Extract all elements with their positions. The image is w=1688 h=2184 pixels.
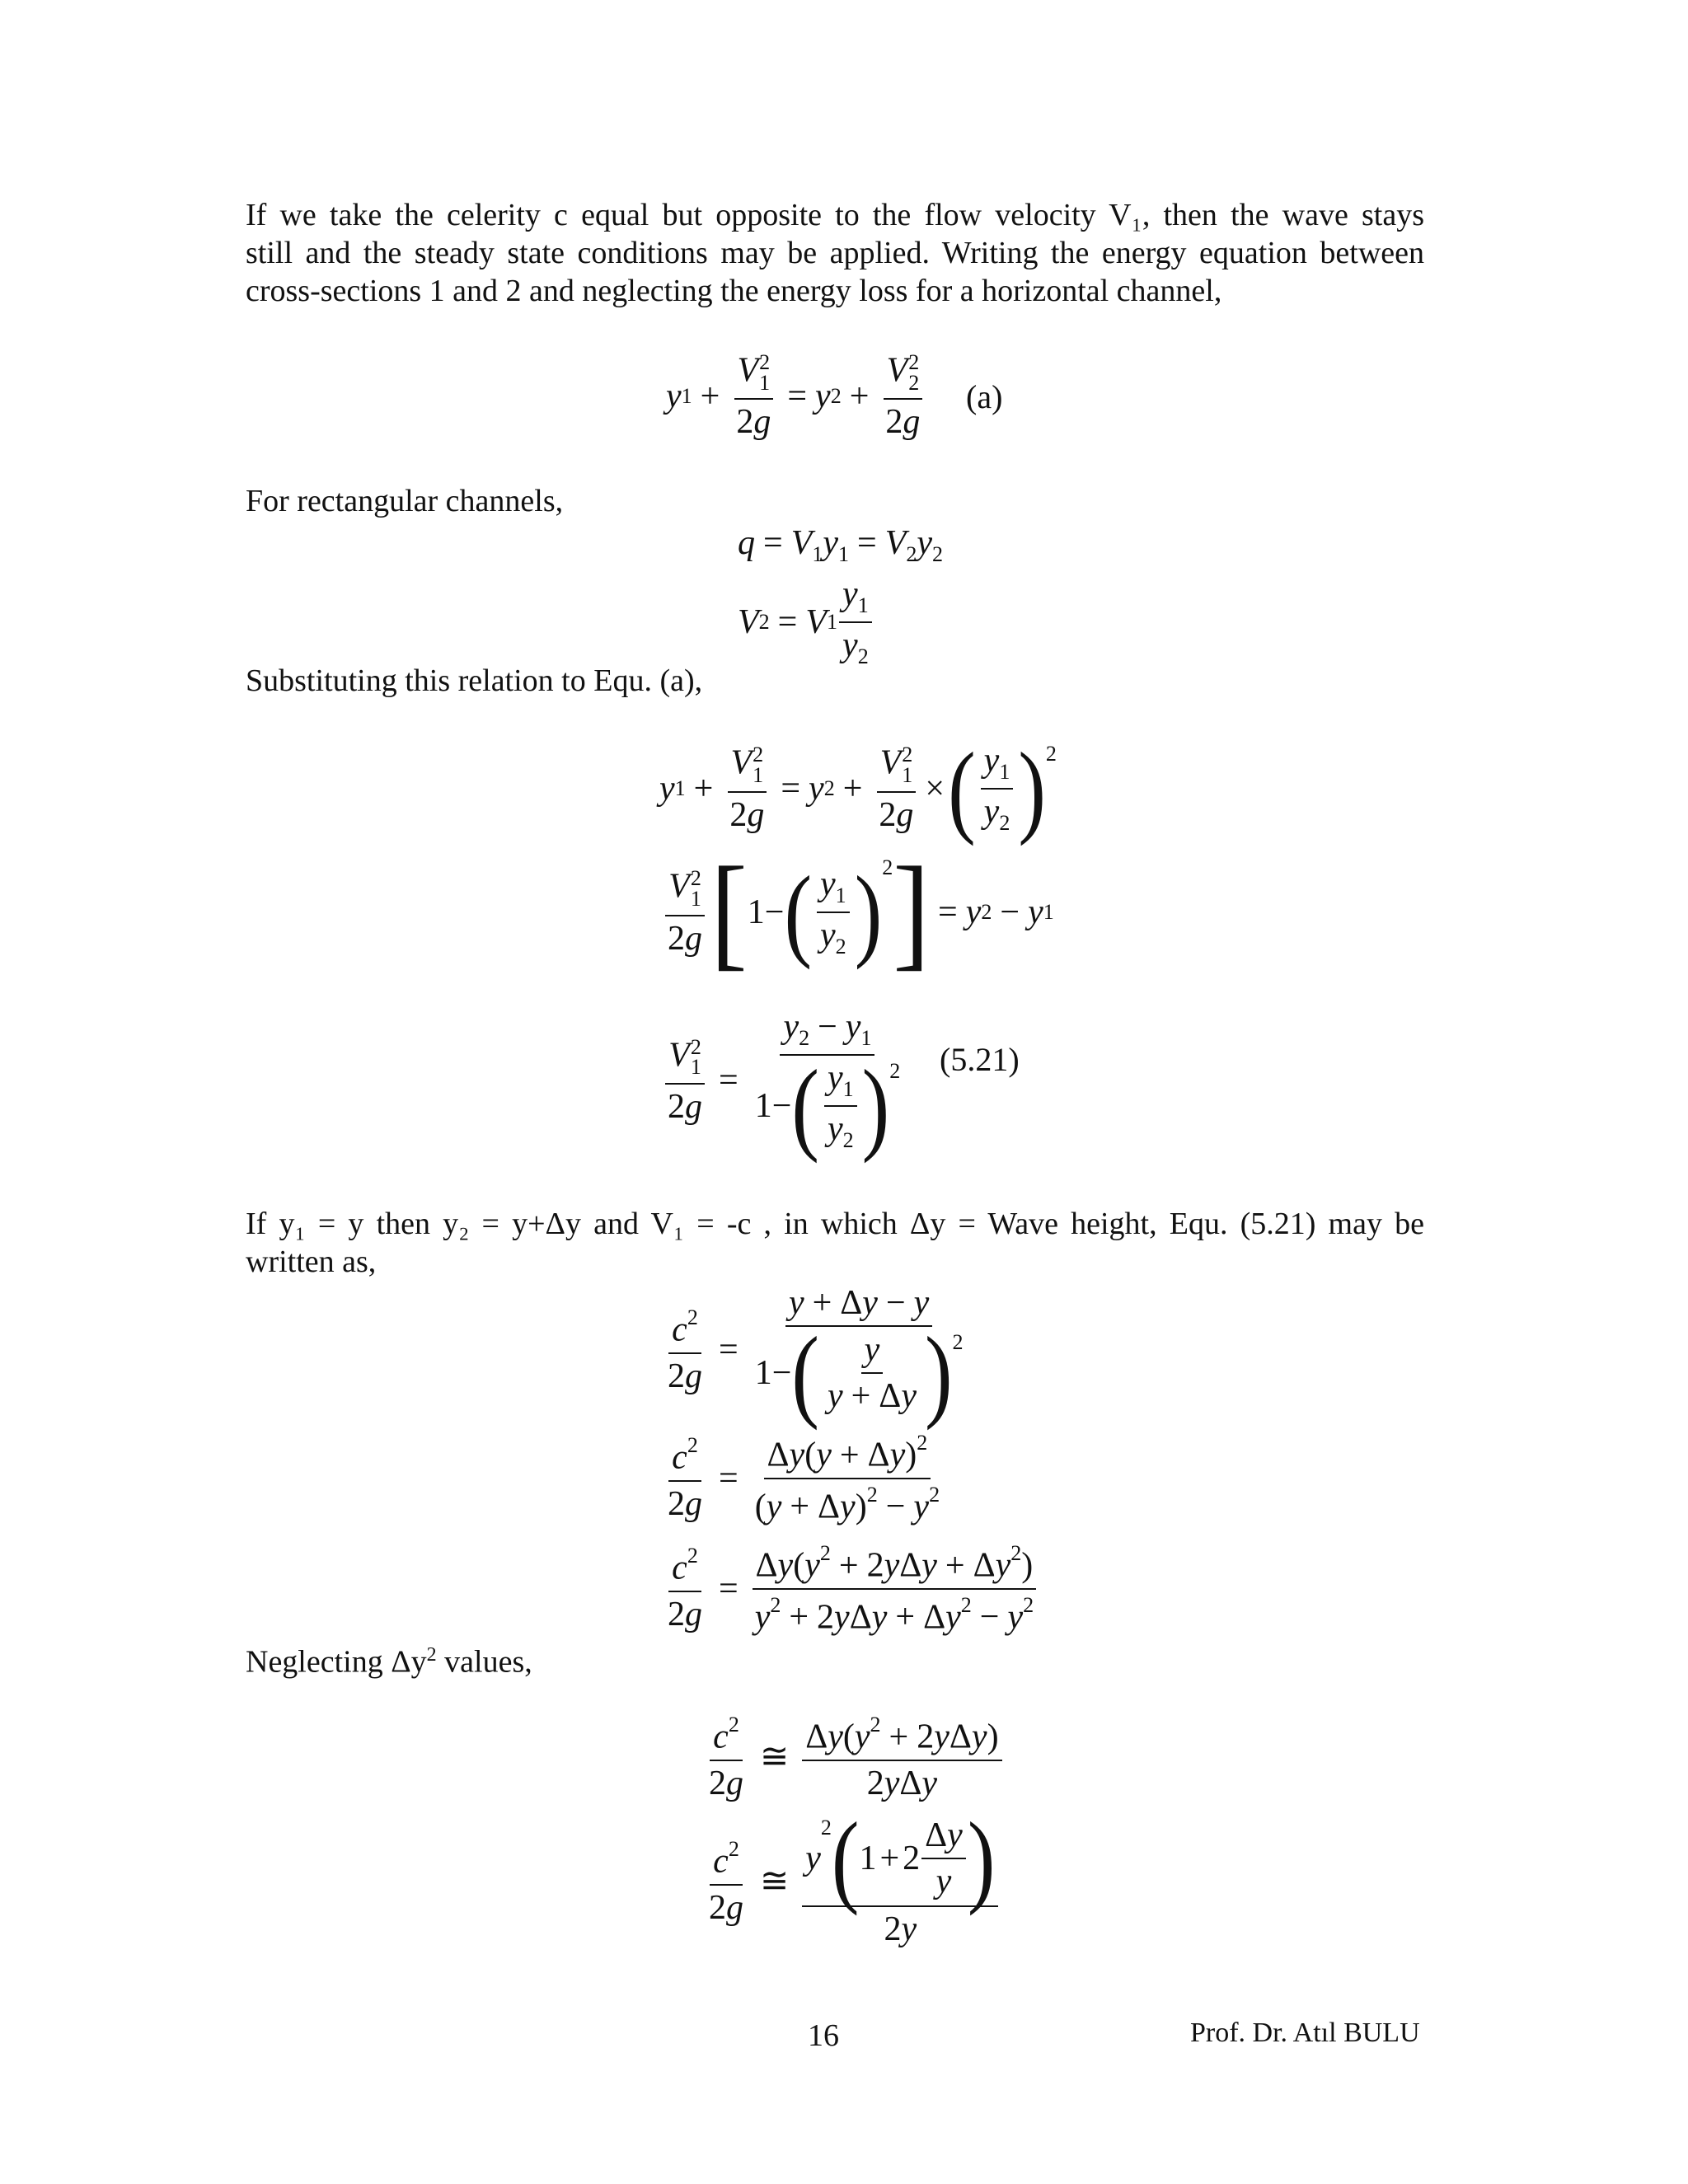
- rectangular-channels-text: For rectangular channels,: [246, 484, 564, 518]
- bracket-equation: V 2 1 2g [ 1− ( $\frac{y_1}{y_2}$ ) 2 ] = y 2 − y 1: [659, 857, 1054, 968]
- neglecting-superscript: 2: [426, 1644, 437, 1666]
- wave-height-line-1: If y₁ = y then y₂ = y+Δy and V₁ = -c , in which Δy = Wave height, Equ. (5.21) may be: [246, 1207, 1424, 1241]
- celerity-equation-2: $\frac{c^2}{2g}$ = $\frac{\Delta y(y + \Delta y)^2}{(y + \Delta y)^2 - y^2}$: [668, 1431, 940, 1526]
- neglecting-text: [246, 1636, 1424, 1681]
- velocity-relation-equation: V 2 = V 1 $\frac{y_1}{y_2}$: [738, 577, 877, 668]
- equation-label-5-21: (5.21): [940, 1041, 1020, 1078]
- equation-label-a: (a): [966, 378, 1003, 415]
- intro-line-3: cross-sections 1 and 2 and neglecting the energy loss for a horizontal channel,: [246, 274, 1222, 308]
- author-footer: Prof. Dr. Atıl BULU: [1190, 2018, 1420, 2048]
- neglecting-suffix: values,: [436, 1644, 532, 1680]
- substituting-text: Substituting this relation to Equ. (a),: [246, 663, 703, 698]
- equation-5-21: V 2 1 2g = $y_2 - y_1$ 1− ( $\frac{y_1}{y_2}$ ) 2: [659, 1010, 908, 1151]
- wave-height-paragraph: [246, 1205, 1424, 1281]
- celerity-equation-3: $\frac{c^2}{2g}$ = $\frac{\Delta y(y^2 + 2y\Delta y + \Delta y^2)}{y^2 + 2y\Delta y + \Delta y^2 - y^2}$: [659, 1543, 1042, 1634]
- approx-equation-2: $\frac{c^2}{2g}$ ≅ y 2 ( 1 + 2 $\frac{\Delta y}{y}$ ) 2y: [701, 1817, 1003, 1947]
- energy-equation: y 1 + V 2 1 2g = y 2 + V 2 2 2g: [666, 353, 928, 439]
- page-number: 16: [808, 2018, 839, 2053]
- neglecting-prefix: Neglecting Δy: [246, 1644, 427, 1680]
- celerity-equation-1: $\frac{c^2}{2g}$ = y + Δy − y 1− ( $\frac{y}{y + \Delta y}$ ) 2: [668, 1284, 964, 1431]
- approx-equation-1: $\frac{c^2}{2g}$ ≅ $\frac{\Delta y(y^2 + 2y\Delta y)}{\text{2yΔy}}$: [701, 1714, 1007, 1801]
- intro-paragraph: [246, 196, 1424, 310]
- substituted-equation: y 1 + V 2 1 2g = y 2 + V 2 1 2g × ( $\frac{y_1}{y_2}$ ) 2: [659, 730, 1057, 846]
- discharge-equation: $q = V_1y_1 = V_2y_2$: [738, 524, 944, 567]
- intro-line-1: If we take the celerity c equal but opposite to the flow velocity V₁, then the wave stays: [246, 198, 1424, 232]
- intro-line-2: still and the steady state conditions may be applied. Writing the energy equation between: [246, 236, 1424, 270]
- wave-height-line-2: written as,: [246, 1244, 377, 1279]
